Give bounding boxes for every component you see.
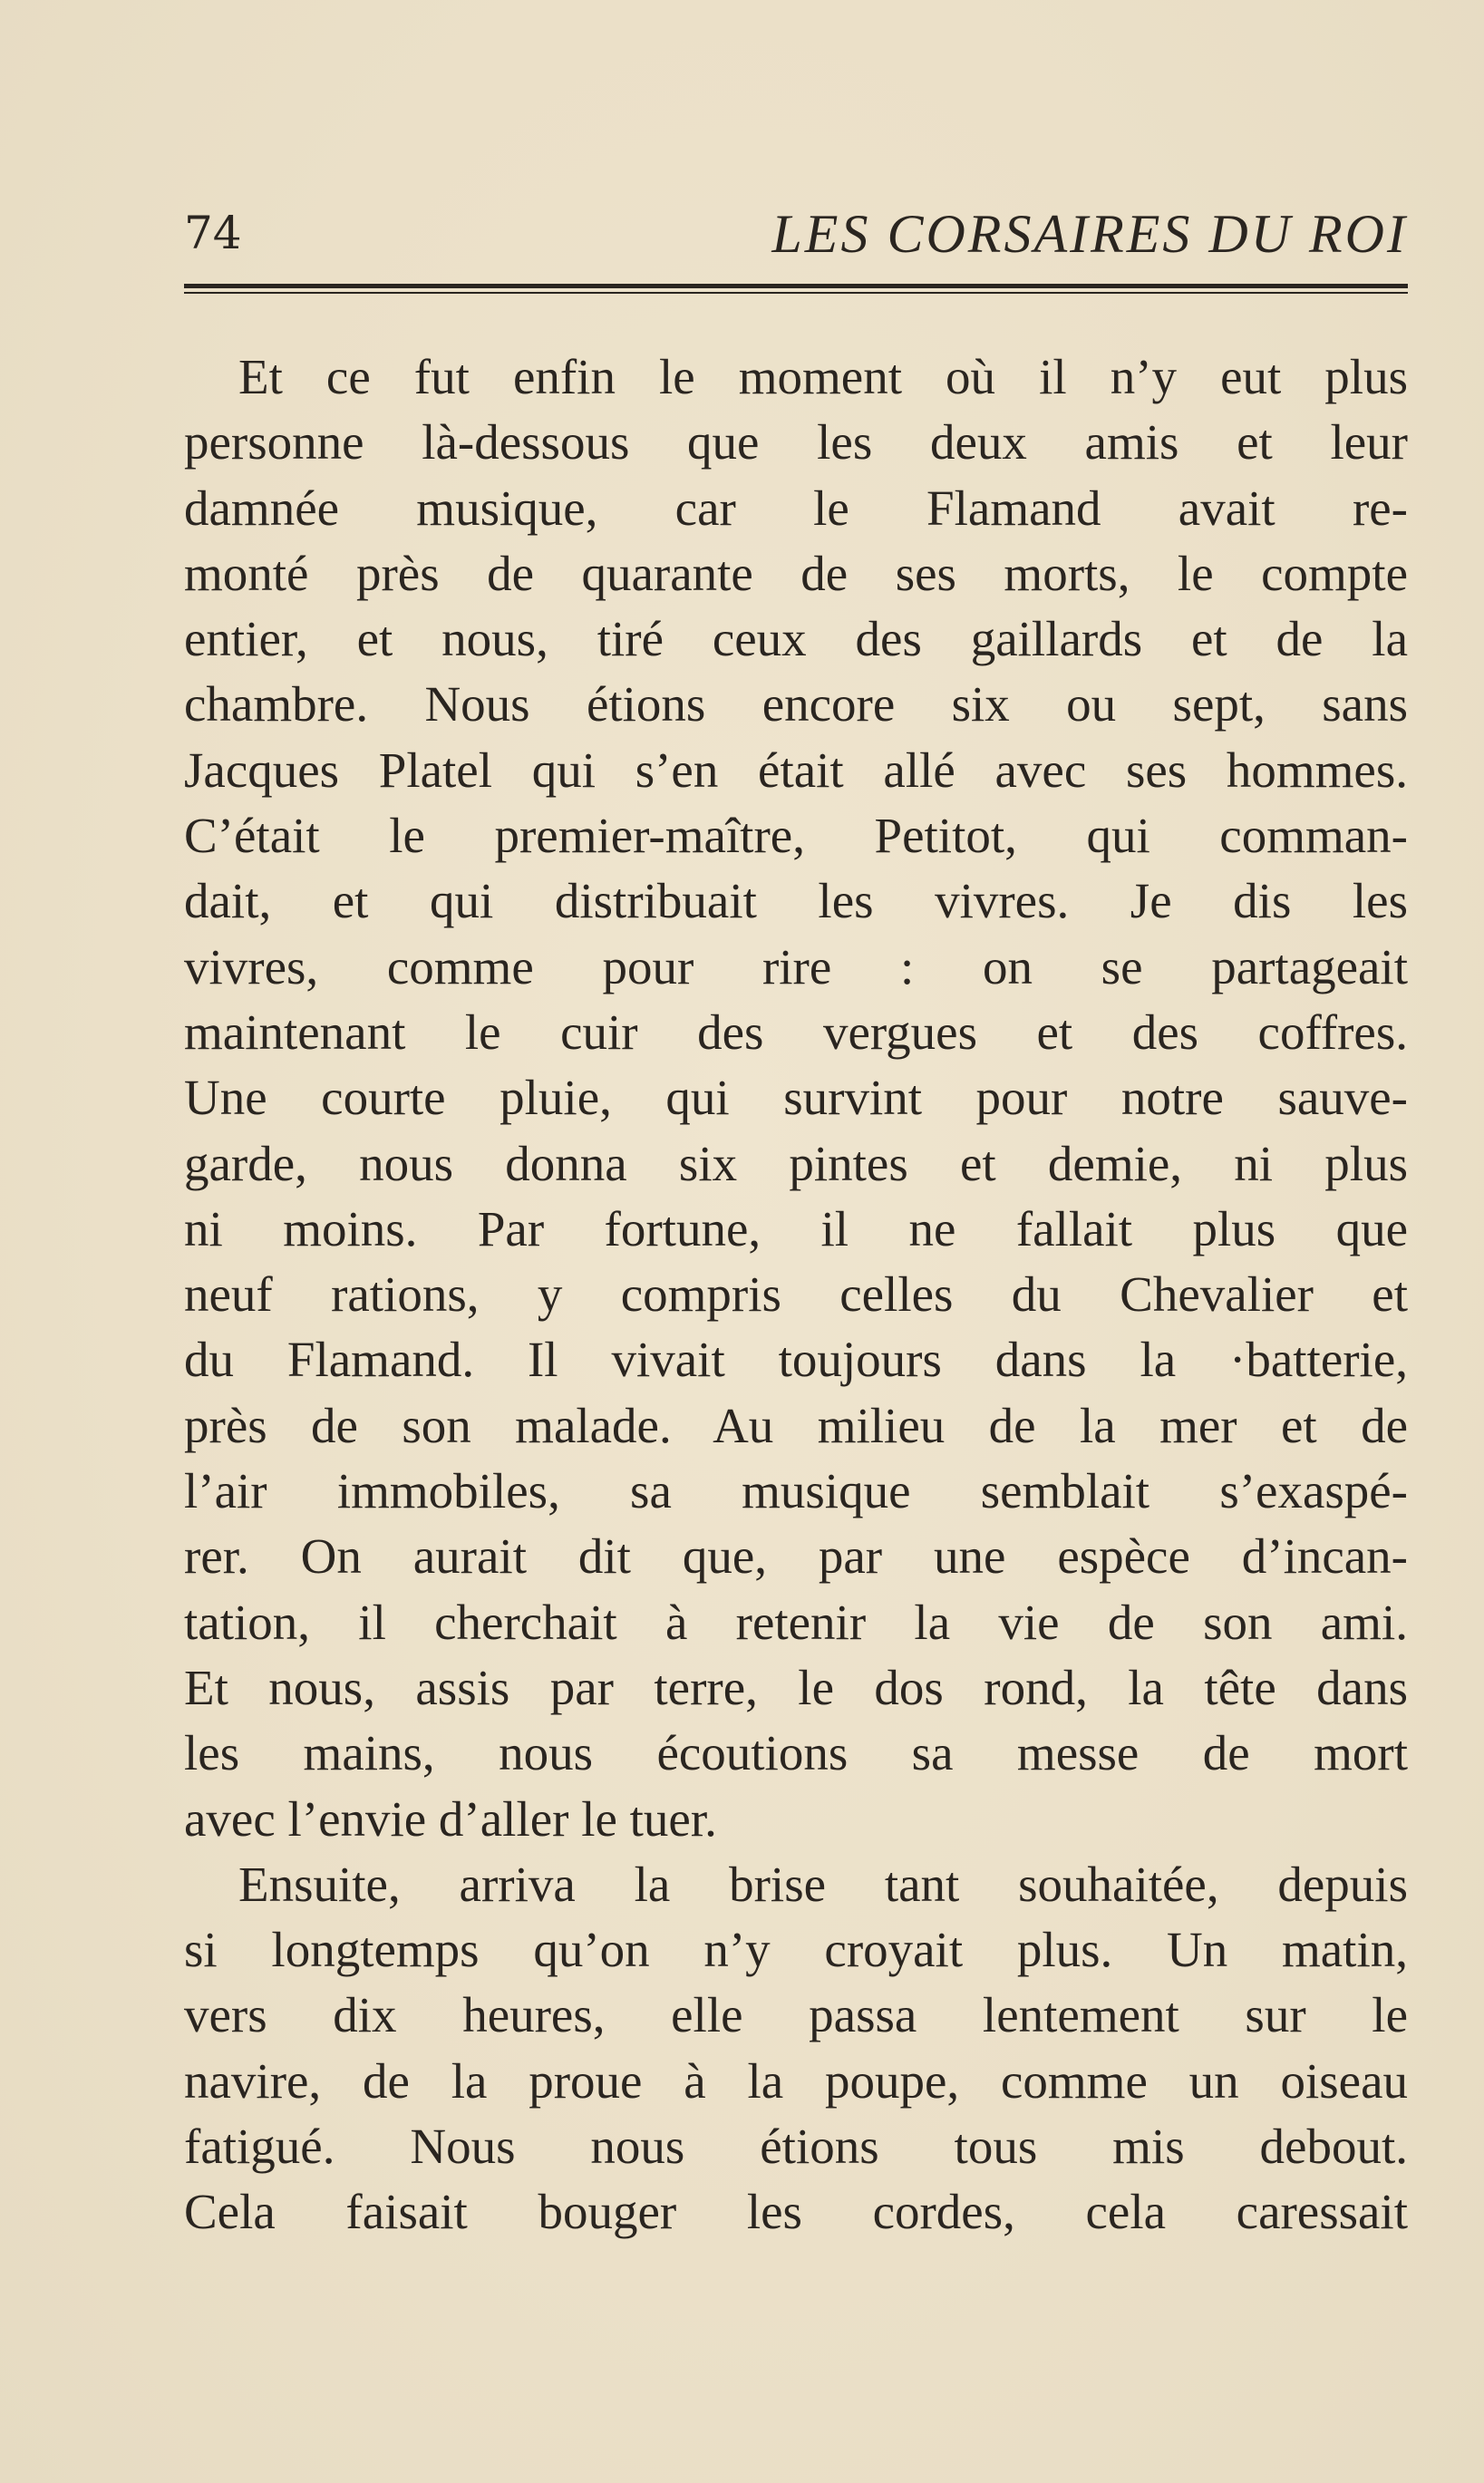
running-title: LES CORSAIRES DU ROI bbox=[771, 204, 1408, 264]
text-line: garde, nous donna six pintes et demie, ni plus bbox=[184, 1135, 1408, 1191]
text-line: personne là-dessous que les deux amis et leur bbox=[184, 414, 1408, 470]
text-line: du Flamand. Il vivait toujours dans la ·batterie, bbox=[184, 1332, 1408, 1388]
body-text bbox=[184, 344, 1408, 2393]
text-line: avec l’envie d’aller le tuer. bbox=[184, 1790, 717, 1847]
text-line: tation, il cherchait à retenir la vie de son ami. bbox=[184, 1594, 1408, 1650]
text-line: damnée musique, car le Flamand avait re- bbox=[184, 480, 1408, 536]
text-line: Jacques Platel qui s’en était allé avec ses hommes. bbox=[184, 742, 1408, 798]
text-line: maintenant le cuir des vergues et des coffres. bbox=[184, 1004, 1408, 1060]
text-line: les mains, nous écoutions sa messe de mort bbox=[184, 1725, 1408, 1781]
text-line: vers dix heures, elle passa lentement sur le bbox=[184, 1987, 1408, 2043]
text-line: C’était le premier-maître, Petitot, qui comman- bbox=[184, 808, 1408, 864]
text-line: Cela faisait bouger les cordes, cela caressait bbox=[184, 2184, 1408, 2240]
text-line: Une courte pluie, qui survint pour notre sauve- bbox=[184, 1070, 1408, 1126]
page-number: 74 bbox=[184, 207, 242, 259]
header-rule-thin bbox=[184, 292, 1408, 294]
text-line: navire, de la proue à la poupe, comme un oiseau bbox=[184, 2052, 1408, 2109]
text-line: Et nous, assis par terre, le dos rond, la tête dans bbox=[184, 1659, 1408, 1715]
text-line: ni moins. Par fortune, il ne fallait plus que bbox=[184, 1200, 1408, 1256]
text-line: l’air immobiles, sa musique semblait s’exaspé- bbox=[184, 1463, 1408, 1519]
header-rule-thick bbox=[184, 284, 1408, 288]
text-line: neuf rations, y compris celles du Chevalier et bbox=[184, 1266, 1408, 1323]
text-line: fatigué. Nous nous étions tous mis debout. bbox=[184, 2119, 1408, 2175]
text-line: rer. On aurait dit que, par une espèce d’incan- bbox=[184, 1528, 1408, 1585]
page-header bbox=[184, 198, 1408, 264]
text-line: dait, et qui distribuait les vivres. Je dis les bbox=[184, 873, 1408, 929]
text-line: Ensuite, arriva la brise tant souhaitée, depuis bbox=[238, 1856, 1408, 1912]
text-line: si longtemps qu’on n’y croyait plus. Un matin, bbox=[184, 1922, 1408, 1978]
text-line: vivres, comme pour rire : on se partageait bbox=[184, 938, 1408, 994]
text-line: Et ce fut enfin le moment où il n’y eut plus bbox=[238, 349, 1408, 404]
text-line: chambre. Nous étions encore six ou sept, sans bbox=[184, 676, 1408, 732]
text-line: entier, et nous, tiré ceux des gaillards et de la bbox=[184, 611, 1408, 667]
text-line: près de son malade. Au milieu de la mer et de bbox=[184, 1397, 1408, 1453]
text-line: monté près de quarante de ses morts, le compte bbox=[184, 545, 1408, 601]
